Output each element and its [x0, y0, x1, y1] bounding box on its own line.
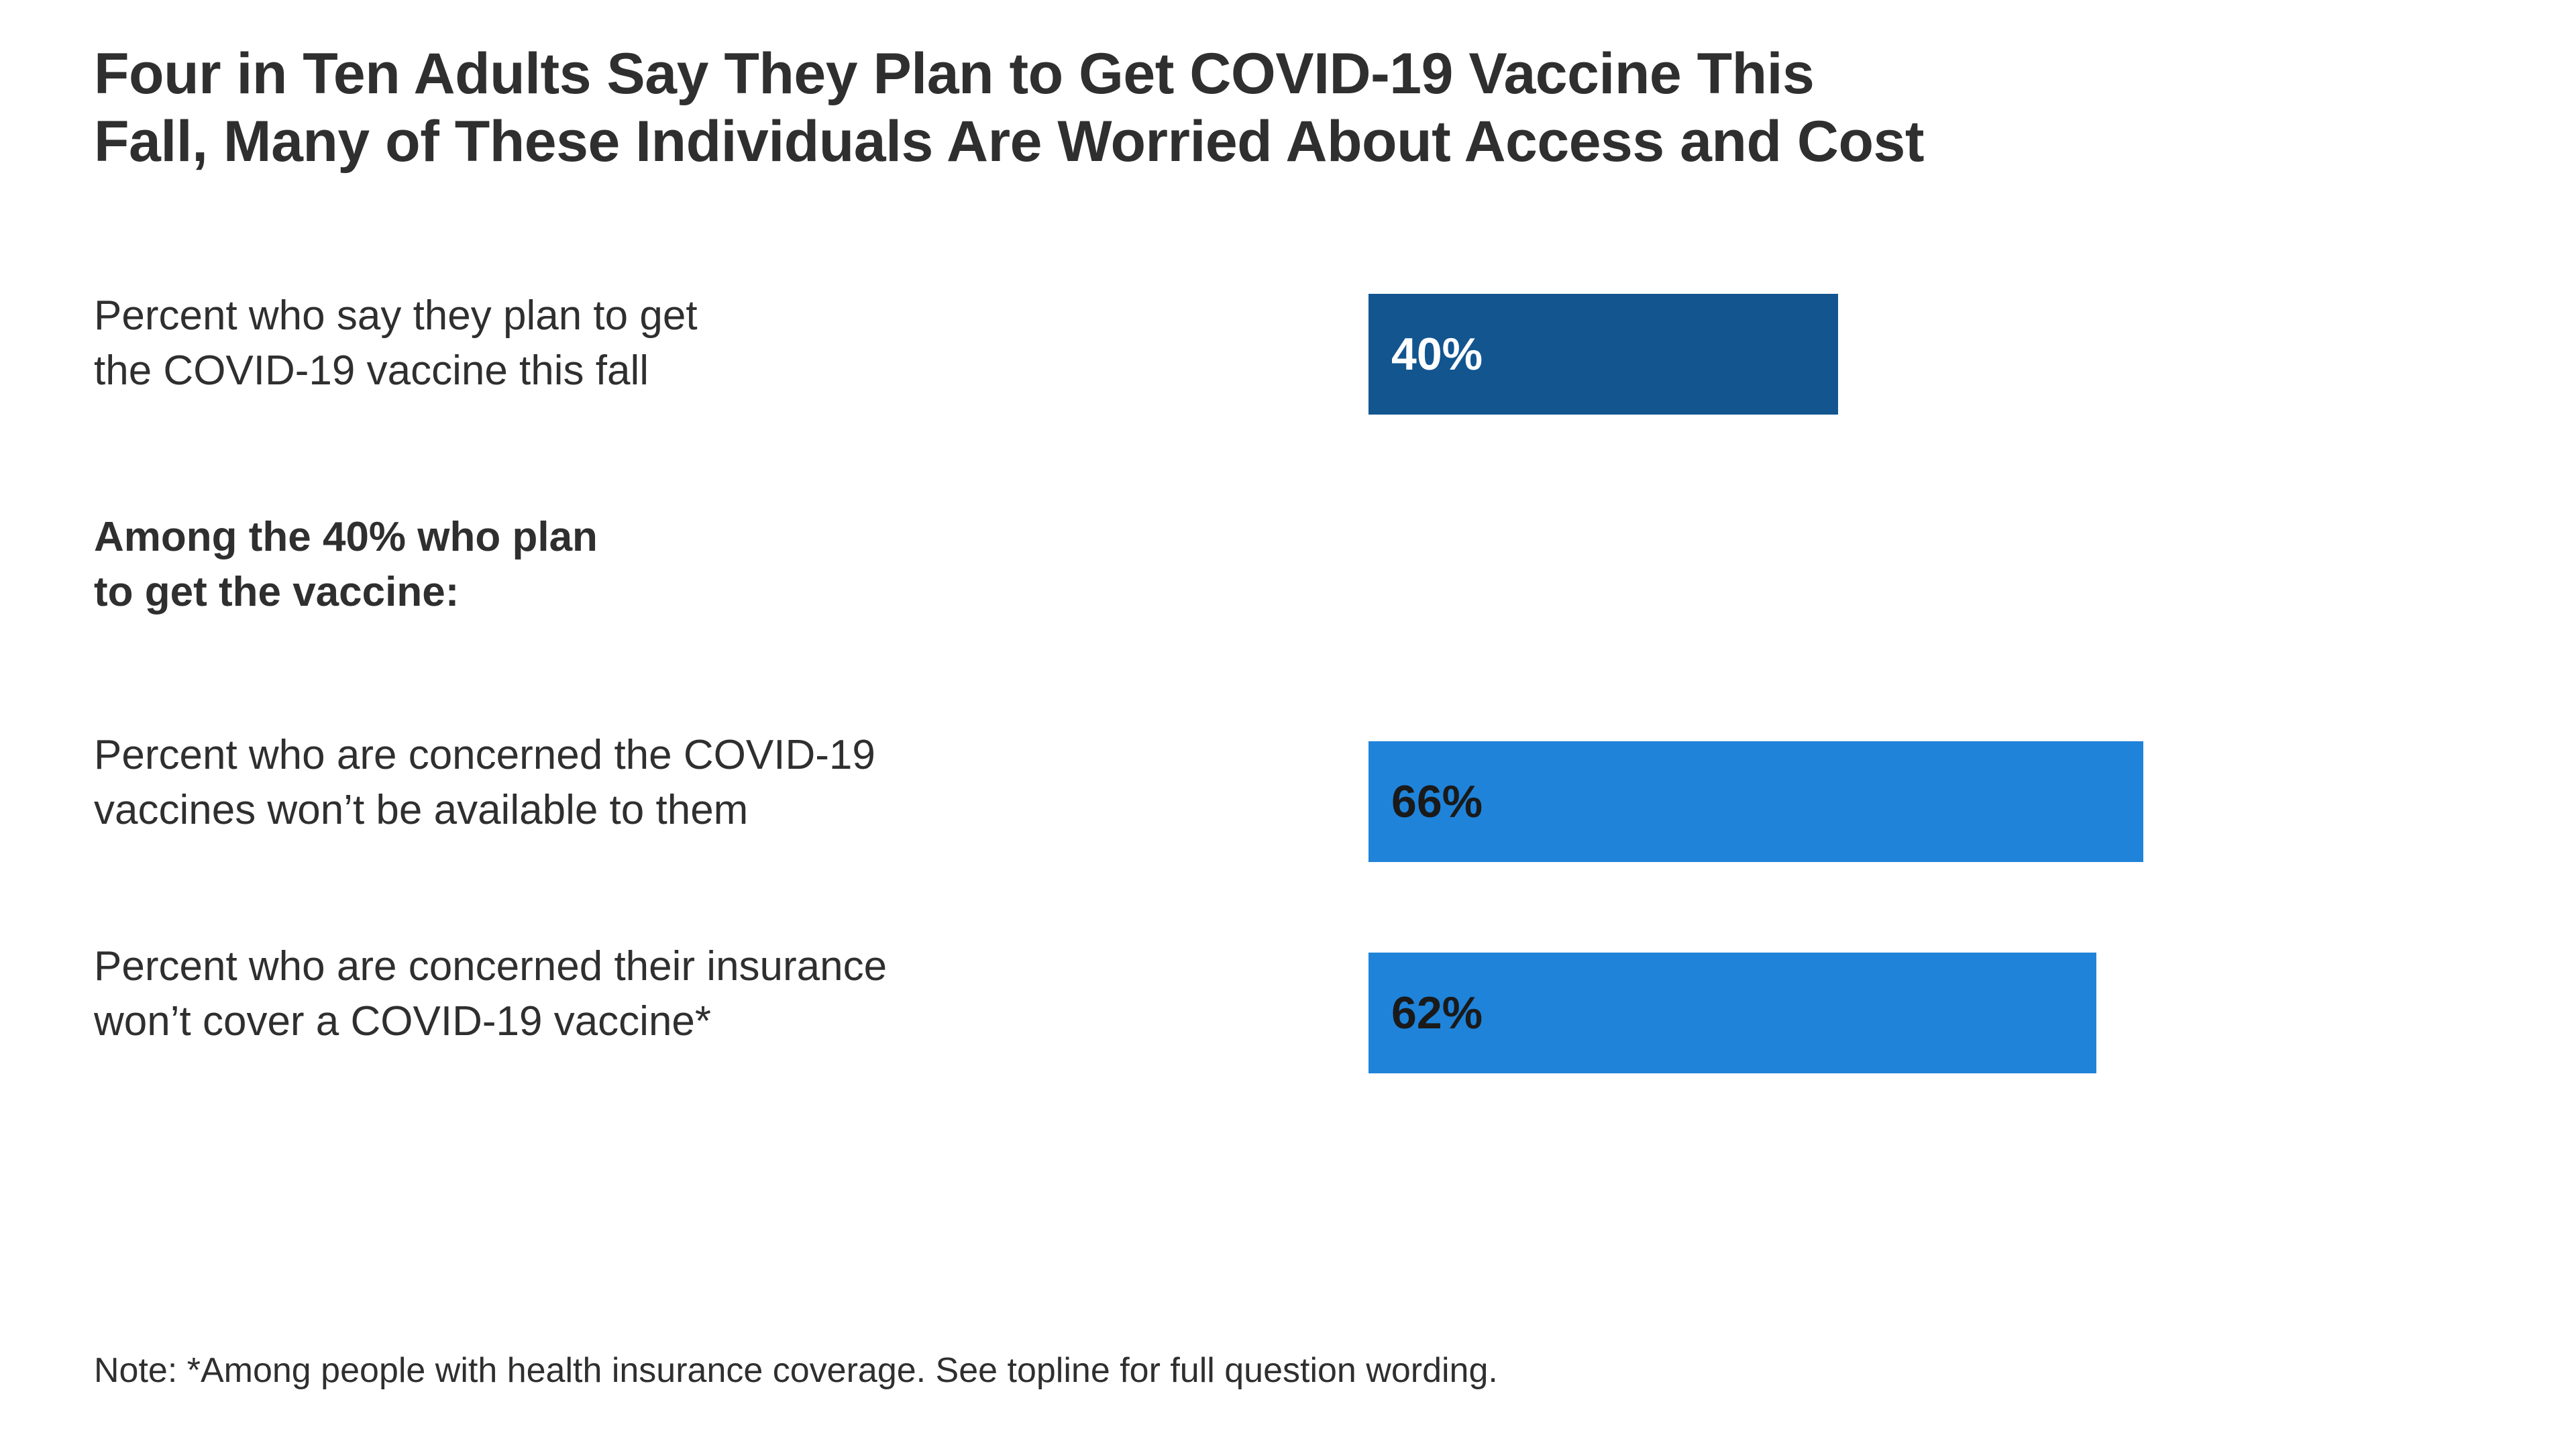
chart-row-3-label-line-1: Percent who are concerned their insurance	[94, 943, 888, 989]
chart-title-line-2: Fall, Many of These Individuals Are Worried About Access and Cost	[94, 109, 1924, 174]
chart-row-1-label-line-1: Percent who say they plan to get	[94, 292, 698, 339]
chart-row-3-value-label: 62%	[1391, 987, 1483, 1038]
chart-row-1-value-label: 40%	[1391, 329, 1483, 380]
chart-row-1-label	[94, 288, 1355, 398]
chart-subhead-line-2: to get the vaccine:	[94, 568, 460, 615]
chart-row-2-bar-container	[1368, 741, 2143, 862]
chart-row-3-label	[94, 939, 1409, 1049]
chart-row-2-label-line-2: vaccines won’t be available to them	[94, 786, 749, 833]
chart-row-2-bar	[1368, 741, 2143, 862]
chart-row-3-bar	[1368, 953, 2096, 1073]
chart-row-2-label	[94, 728, 1409, 838]
chart-row-2-value-label: 66%	[1391, 776, 1483, 827]
chart-row-1-bar-container	[1368, 294, 1838, 415]
chart-note: Note: *Among people with health insurance coverage. See topline for full question wording.	[94, 1351, 1498, 1390]
chart-row-3-bar-container	[1368, 953, 2096, 1073]
chart-title	[94, 40, 2509, 175]
chart-subhead-line-1: Among the 40% who plan	[94, 514, 598, 560]
chart-row-1-label-line-2: the COVID-19 vaccine this fall	[94, 347, 649, 394]
chart-title-line-1: Four in Ten Adults Say They Plan to Get COVID-19 Vaccine This	[94, 42, 1815, 106]
chart-plot-area	[0, 288, 2576, 1228]
chart-row-2-label-line-1: Percent who are concerned the COVID-19	[94, 732, 875, 778]
chart-row-3-label-line-2: won’t cover a COVID-19 vaccine*	[94, 998, 712, 1044]
chart-subhead	[94, 510, 1355, 620]
chart-row-1-bar	[1368, 294, 1838, 415]
